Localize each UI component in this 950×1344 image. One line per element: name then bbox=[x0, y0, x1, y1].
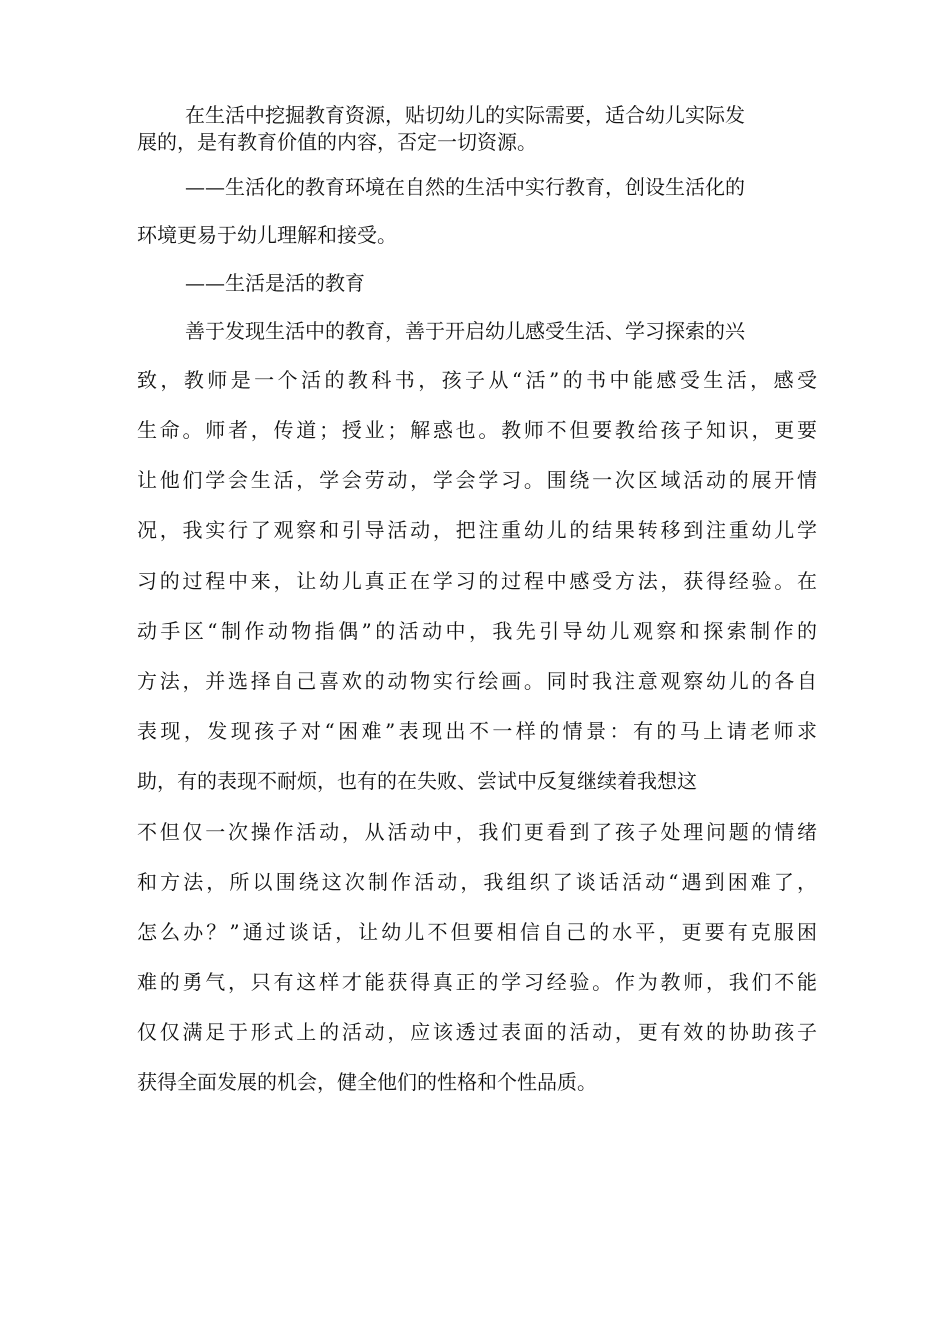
text-line: 仅仅满足于形式上的活动，应该透过表面的活动，更有效的协助孩子 bbox=[137, 1020, 817, 1044]
text-line: 习的过程中来，让幼儿真正在学习的过程中感受方法，获得经验。在 bbox=[137, 569, 817, 593]
text-line: 和方法，所以围绕这次制作活动，我组织了谈话活动“遇到困难了， bbox=[137, 870, 817, 894]
text-line: ——生活化的教育环境在自然的生活中实行教育，创设生活化的 bbox=[185, 175, 745, 199]
text-line: 在生活中挖掘教育资源，贴切幼儿的实际需要，适合幼儿实际发 bbox=[185, 103, 745, 127]
text-line: 获得全面发展的机会，健全他们的性格和个性品质。 bbox=[137, 1070, 597, 1094]
text-line: 况，我实行了观察和引导活动，把注重幼儿的结果转移到注重幼儿学 bbox=[137, 518, 817, 542]
text-line: 不但仅一次操作活动，从活动中，我们更看到了孩子处理问题的情绪 bbox=[137, 820, 817, 844]
text-line: 致，教师是一个活的教科书，孩子从“活”的书中能感受生活，感受 bbox=[137, 368, 817, 392]
text-line: 表现，发现孩子对“困难”表现出不一样的情景：有的马上请老师求 bbox=[137, 719, 817, 743]
text-line: 生命。师者，传道；授业；解惑也。教师不但要教给孩子知识，更要 bbox=[137, 418, 817, 442]
text-line: 展的，是有教育价值的内容，否定一切资源。 bbox=[137, 130, 537, 154]
text-line: 环境更易于幼儿理解和接受。 bbox=[137, 223, 397, 247]
text-line: 怎么办？”通过谈话，让幼儿不但要相信自己的水平，更要有克服困 bbox=[137, 920, 817, 944]
text-line: 让他们学会生活，学会劳动，学会学习。围绕一次区域活动的展开情 bbox=[137, 468, 817, 492]
text-line: 方法，并选择自己喜欢的动物实行绘画。同时我注意观察幼儿的各自 bbox=[137, 669, 817, 693]
text-line: 难的勇气，只有这样才能获得真正的学习经验。作为教师，我们不能 bbox=[137, 970, 817, 994]
text-line: ——生活是活的教育 bbox=[185, 271, 365, 295]
text-line: 善于发现生活中的教育，善于开启幼儿感受生活、学习探索的兴 bbox=[185, 319, 745, 343]
text-line: 助，有的表现不耐烦，也有的在失败、尝试中反复继续着我想这 bbox=[137, 769, 697, 793]
text-line: 动手区“制作动物指偶”的活动中，我先引导幼儿观察和探索制作的 bbox=[137, 619, 817, 643]
